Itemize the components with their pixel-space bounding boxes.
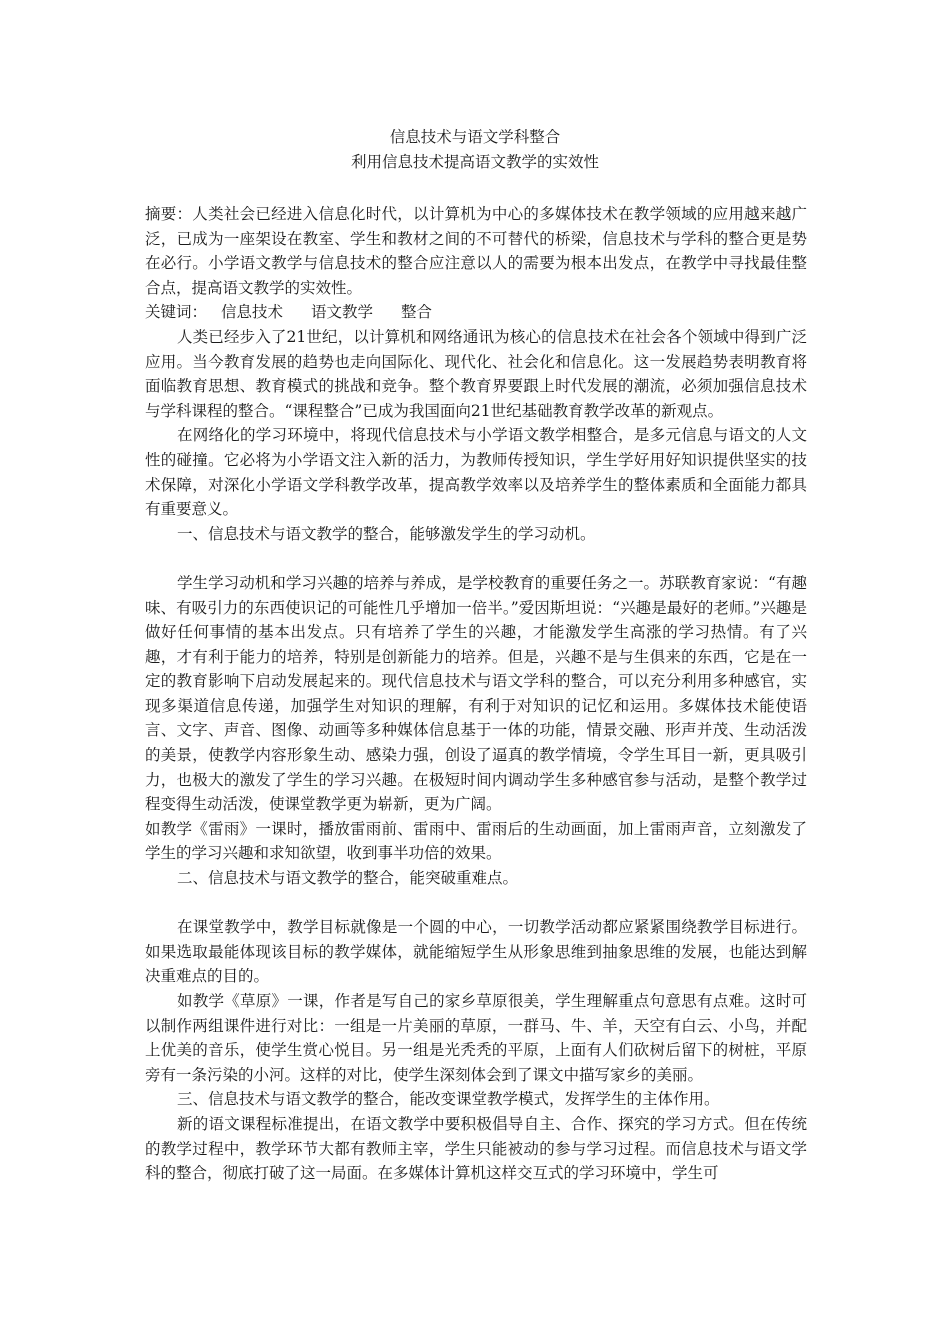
body-paragraph-3: 学生学习动机和学习兴趣的培养与养成，是学校教育的重要任务之一。苏联教育家说：“有趣味、有吸引力的东西使识记的可能性几乎增加一倍半。”爱因斯坦说：“兴趣是最好的老师。”兴趣是做好任何事情的基本出发点。只有培养了学生的兴趣，才能激发学生高涨的学习热情。有了兴趣，才有利于能力的培养，特别是创新能力的培养。但是，兴趣不是与生俱来的东西，它是在一定的教育影响下启动发展起来的。现代信息技术与语文学科的整合，可以充分利用多种感官，实现多渠道信息传递，加强学生对知识的理解，有利于对知识的记忆和运用。多媒体技术能使语言、文字、声音、图像、动画等多种媒体信息基于一体的功能，情景交融、形声并茂、生动活泼的美景，使教学内容形象生动、感染力强，创设了逼真的教学情境，令学生耳目一新，更具吸引力，也极大的激发了学生的学习兴趣。在极短时间内调动学生多种感官参与活动，是整个教学过程变得生动活泼，使课堂教学更为崭新，更为广阔。: [145, 573, 807, 814]
keywords-line: [145, 300, 807, 325]
body-paragraph-1: 人类已经步入了21世纪，以计算机和网络通讯为核心的信息技术在社会各个领域中得到广泛应用。当今教育发展的趋势也走向国际化、现代化、社会化和信息化。这一发展趋势表明教育将面临教育思想、教育模式的挑战和竞争。整个教育界要跟上时代发展的潮流，必须加强信息技术与学科课程的整合。“课程整合”已成为我国面向21世纪基础教育教学改革的新观点。: [145, 327, 807, 420]
body-paragraph-6: 如教学《草原》一课，作者是写自己的家乡草原很美，学生理解重点句意思有点难。这时可以制作两组课件进行对比：一组是一片美丽的草原，一群马、牛、羊，天空有白云、小鸟，并配上优美的音乐，使学生赏心悦目。另一组是光秃秃的平原，上面有人们砍树后留下的树桩，平原旁有一条污染的小河。这样的对比，使学生深刻体会到了课文中描写家乡的美丽。: [145, 992, 807, 1084]
document-title: 信息技术与语文学科整合: [389, 128, 561, 146]
body-paragraph-2: 在网络化的学习环境中，将现代信息技术与小学语文教学相整合，是多元信息与语文的人文性的碰撞。它必将为小学语文注入新的活力，为教师传授知识，学生学好用好知识提供坚实的技术保障，对深化小学语文学科教学改革，提高教学效率以及培养学生的整体素质和全面能力都具有重要意义。: [145, 426, 807, 519]
body-paragraph-7: 新的语文课程标准提出，在语文教学中要积极倡导自主、合作、探究的学习方式。但在传统的教学过程中，教学环节大都有教师主宰，学生只能被动的参与学习过程。而信息技术与语文学科的整合，彻底打破了这一局面。在多媒体计算机这样交互式的学习环境中，学生可: [145, 1114, 807, 1183]
section-heading-3: 三、信息技术与语文教学的整合，能改变课堂教学模式，发挥学生的主体作用。: [177, 1090, 720, 1109]
section-heading-2: 二、信息技术与语文教学的整合，能突破重难点。: [177, 869, 519, 888]
keywords-label: 关键词：: [145, 303, 208, 322]
keyword-3: 整合: [401, 303, 433, 322]
abstract-paragraph: 摘要：人类社会已经进入信息化时代，以计算机为中心的多媒体技术在教学领域的应用越来越广泛，已成为一座架设在教室、学生和教材之间的不可替代的桥梁，信息技术与学科的整合更是势在必行。小学语文教学与信息技术的整合应注意以人的需要为根本出发点，在教学中寻找最佳整合点，提高语文教学的实效性。: [145, 205, 807, 297]
body-paragraph-4: 如教学《雷雨》一课时，播放雷雨前、雷雨中、雷雨后的生动画面，加上雷雨声音，立刻激发了学生的学习兴趣和求知欲望，收到事半功倍的效果。: [145, 819, 807, 863]
blank-line: [145, 891, 807, 916]
keyword-2: 语文教学: [311, 303, 374, 322]
section-heading-1: 一、信息技术与语文教学的整合，能够激发学生的学习动机。: [177, 524, 596, 543]
document-body: [145, 202, 807, 1186]
body-paragraph-5: 在课堂教学中，教学目标就像是一个圆的中心，一切教学活动都应紧紧围绕教学目标进行。如果选取最能体现该目标的教学媒体，就能缩短学生从形象思维到抽象思维的发展，也能达到解决重难点的目的。: [145, 918, 807, 986]
document-subtitle: 利用信息技术提高语文教学的实效性: [350, 153, 599, 171]
blank-line: [145, 546, 807, 571]
keyword-1: 信息技术: [221, 303, 284, 322]
